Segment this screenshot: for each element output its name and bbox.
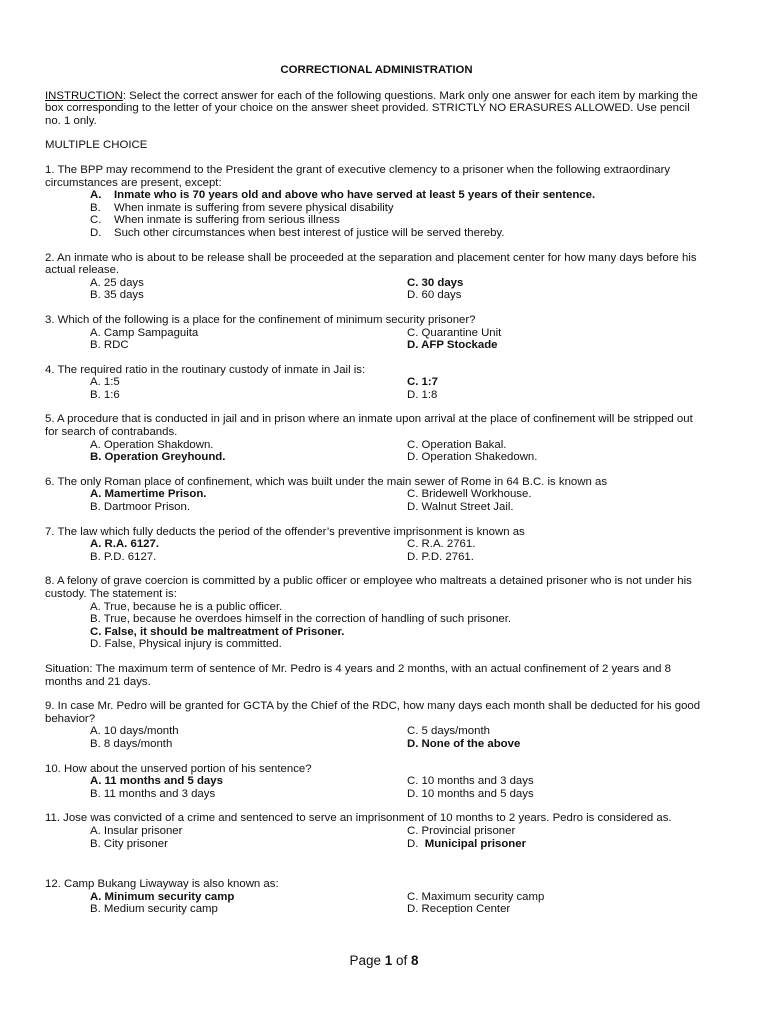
page-footer (0, 955, 768, 968)
choice-a: A. R.A. 6127. (90, 538, 160, 551)
choice-d: D. P.D. 2761. (407, 550, 474, 563)
question-text: 4. The required ratio in the routinary custody of inmate in Jail is: (45, 363, 366, 376)
question-text: 5. A procedure that is conducted in jail and in prison where an inmate upon arrival at the place of confinement will be stripped out for search of contrabands. (45, 413, 693, 439)
choices-grid (45, 891, 708, 916)
choice-a: A. Operation Shakdown. (90, 438, 214, 451)
choice-a: A. 10 days/month (90, 725, 179, 738)
choice-a: A. Minimum security camp (90, 890, 235, 903)
question-6 (45, 476, 708, 514)
choices-grid (45, 376, 708, 401)
choice-a: A. Camp Sampaguita (90, 326, 199, 339)
section-heading: MULTIPLE CHOICE (45, 139, 148, 152)
choice-d: D. 1:8 (407, 388, 438, 401)
question-text: 11. Jose was convicted of a crime and sentenced to serve an imprisonment of 10 months to 2 years. Pedro is considered as. (45, 812, 672, 825)
choice-a (90, 189, 708, 202)
choice-b: B. 11 months and 3 days (90, 787, 216, 800)
question-text: 7. The law which fully deducts the period of the offender’s preventive imprisonment is known as (45, 525, 525, 538)
choice-a: A. True, because he is a public officer. (90, 600, 283, 613)
choice-b: B. P.D. 6127. (90, 550, 157, 563)
choice-c: C. Bridewell Workhouse. (407, 488, 532, 501)
choice-text: Inmate who is 70 years old and above who have served at least 5 years of their sentence. (114, 189, 596, 202)
question-text: 6. The only Roman place of confinement, which was built under the main sewer of Rome in 64 B.C. is known as (45, 475, 608, 488)
choice-b: B. Dartmoor Prison. (90, 501, 191, 514)
document-title: CORRECTIONAL ADMINISTRATION (280, 64, 473, 76)
choices-grid (45, 725, 708, 750)
choice-d: D. 60 days (407, 289, 462, 302)
question-text: 10. How about the unserved portion of his sentence? (45, 762, 312, 775)
choice-b: B. True, because he overdoes himself in the correction of handling of such prisoner. (90, 613, 512, 626)
question-7 (45, 526, 708, 564)
choice-c: C. Maximum security camp (407, 890, 545, 903)
choices-grid (45, 538, 708, 563)
choice-a: A. 11 months and 5 days (90, 775, 223, 788)
choice-b: B. 1:6 (90, 388, 120, 401)
instruction-paragraph (45, 90, 708, 128)
question-text: 1. The BPP may recommend to the President the grant of executive clemency to a prisoner when the following extraordinary circumstances are present, except: (45, 163, 671, 189)
choices-grid (45, 488, 708, 513)
choice-d (407, 838, 708, 851)
choice-letter: C. (90, 214, 102, 227)
choice-d: D. None of the above (407, 737, 521, 750)
choice-text: When inmate is suffering from severe physical disability (114, 201, 394, 214)
choice-c: C. Quarantine Unit (407, 326, 502, 339)
choice-c: C. 5 days/month (407, 725, 490, 738)
question-5 (45, 413, 708, 463)
choice-c: C. 10 months and 3 days (407, 775, 534, 788)
choices-grid (45, 327, 708, 352)
choice-a: A. Insular prisoner (90, 824, 183, 837)
choices-grid (45, 775, 708, 800)
choice-c: C. R.A. 2761. (407, 538, 476, 551)
choice-letter: D. (90, 226, 102, 239)
situation-paragraph: Situation: The maximum term of sentence of Mr. Pedro is 4 years and 2 months, with an actual confinement of 2 years and 8 months and 21 days. (45, 662, 671, 688)
question-4 (45, 364, 708, 402)
choice-b: B. 35 days (90, 289, 144, 302)
choice-b: B. RDC (90, 339, 129, 352)
question-3 (45, 314, 708, 352)
question-10 (45, 763, 708, 801)
choice-d: D. AFP Stockade (407, 339, 498, 352)
choice-d: D. Operation Shakedown. (407, 451, 538, 464)
choice-b (90, 202, 708, 215)
question-text: 2. An inmate who is about to be release shall be proceeded at the separation and placement center for how many days before his actual release. (45, 251, 697, 277)
choices-grid (45, 825, 708, 850)
choice-c (90, 214, 708, 227)
question-text: 3. Which of the following is a place for the confinement of minimum security prisoner? (45, 313, 476, 326)
choices-grid (45, 439, 708, 464)
choice-b: B. City prisoner (90, 837, 168, 850)
instruction-text: : Select the correct answer for each of the following questions. Mark only one answer for each item by marking the box corresponding to the letter of your choice on the answer sheet provided. STRICTLY NO ERASURES ALLOWED. Use pencil no. 1 only. (45, 89, 698, 127)
choice-a: A. 1:5 (90, 376, 120, 389)
choice-c: C. Operation Bakal. (407, 438, 507, 451)
choice-d: D. Walnut Street Jail. (407, 501, 514, 514)
question-1 (45, 164, 708, 240)
choice-a: A. 25 days (90, 276, 144, 289)
choice-text: Municipal prisoner (418, 837, 526, 850)
choice-b: B. Operation Greyhound. (90, 451, 226, 464)
choice-b: B. 8 days/month (90, 737, 173, 750)
choice-d: D. False, Physical injury is committed. (90, 638, 282, 651)
question-text: 8. A felony of grave coercion is committed by a public officer or employee who maltreats a detained prisoner who is not under his custody. The statement is: (45, 575, 692, 600)
choice-letter: B. (90, 201, 101, 214)
choice-c: C. Provincial prisoner (407, 824, 516, 837)
choice-letter: A. (90, 189, 102, 202)
choice-c: C. 30 days (407, 276, 464, 289)
choice-a: A. Mamertime Prison. (90, 488, 207, 501)
choices-grid (45, 277, 708, 302)
choice-d (90, 227, 708, 240)
question-8 (45, 575, 708, 651)
choices-list (45, 601, 708, 651)
instruction-label: INSTRUCTION (45, 89, 123, 102)
question-text: 9. In case Mr. Pedro will be granted for GCTA by the Chief of the RDC, how many days each month shall be deducted for his good behavior? (45, 700, 701, 725)
question-9 (45, 700, 708, 750)
question-12 (45, 878, 708, 916)
choice-text: Such other circumstances when best interest of justice will be served thereby. (114, 226, 505, 239)
page-total: 8 (411, 953, 419, 968)
choice-c: C. 1:7 (407, 376, 439, 389)
page-prefix: Page (349, 953, 385, 968)
question-text: 12. Camp Bukang Liwayway is also known as: (45, 878, 279, 891)
page-current: 1 (384, 953, 393, 968)
choice-d: D. 10 months and 5 days (407, 787, 534, 800)
choices-list (45, 189, 708, 239)
choice-text: When inmate is suffering from serious illness (114, 214, 340, 227)
choice-b: B. Medium security camp (90, 903, 218, 916)
page-middle: of (392, 953, 412, 968)
question-2 (45, 252, 708, 302)
choice-d: D. Reception Center (407, 903, 511, 916)
choice-c: C. False, it should be maltreatment of Prisoner. (90, 625, 345, 638)
choice-letter: D. (407, 837, 419, 850)
question-11 (45, 812, 708, 850)
